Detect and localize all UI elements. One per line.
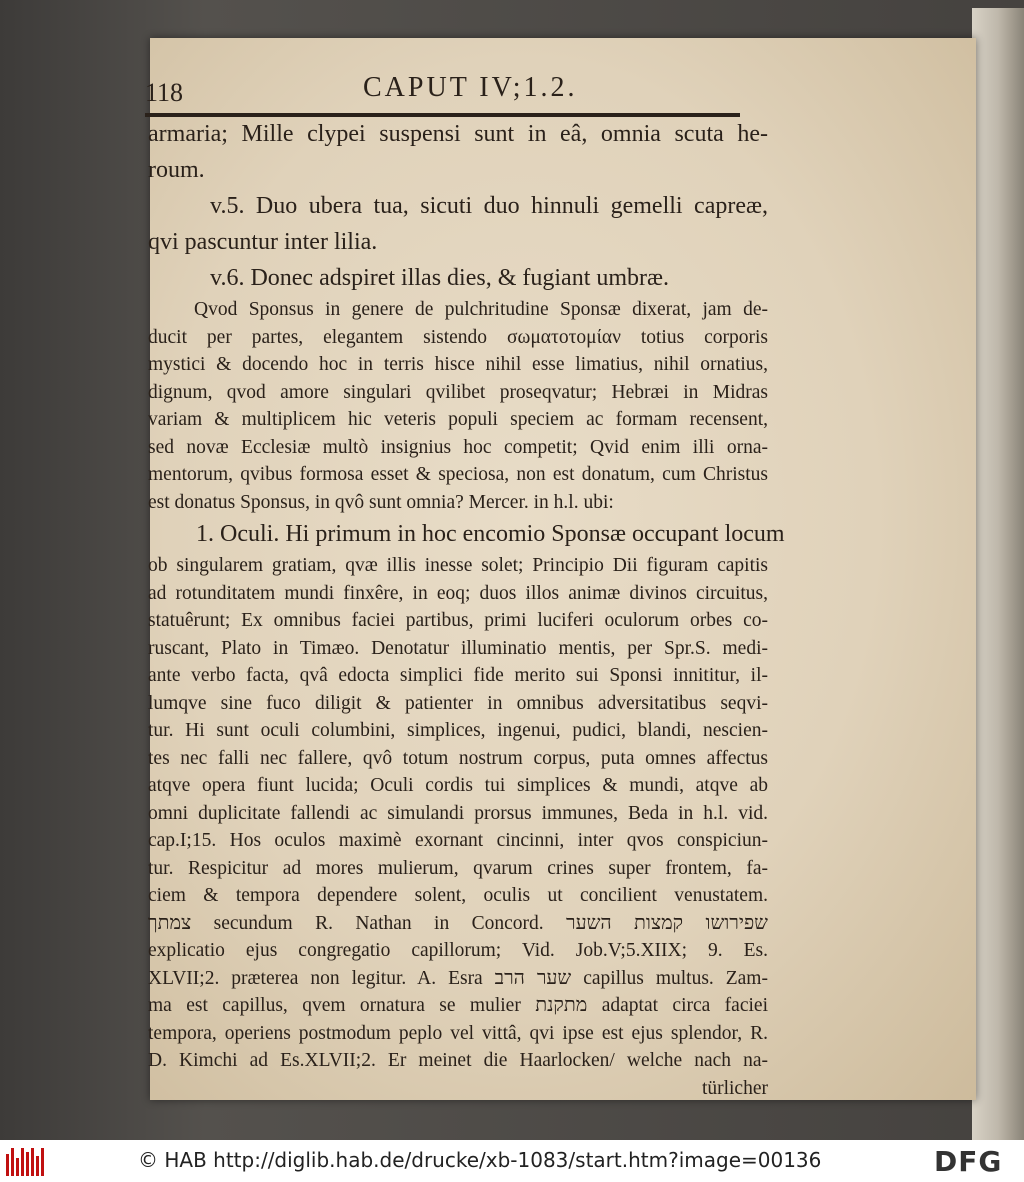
text-line: armaria; Mille clypei suspensi sunt in eâ, omnia scuta he-	[148, 121, 768, 147]
text-line: ducit per partes, elegantem sistendo σωματοτομίαν totius corporis	[148, 326, 768, 348]
text-line: lumqve sine fuco diligit & patienter in omnibus adversitatibus seqvi-	[148, 692, 768, 714]
text-line: צמתך secundum R. Nathan in Concord. שפירושו קמצות השער	[148, 912, 768, 934]
text-line: mentorum, qvibus formosa esset & speciosa, non est donatum, cum Christus	[148, 464, 768, 485]
text-line: Qvod Sponsus in genere de pulchritudine Sponsæ dixerat, jam de-	[194, 299, 768, 320]
text-line: tur. Respicitur ad mores mulierum, qvarum crines super frontem, fa-	[148, 857, 768, 879]
verse-line: v.6. Donec adspiret illas dies, & fugiant umbræ.	[210, 265, 670, 291]
verse-line: v.5. Duo ubera tua, sicuti duo hinnuli gemelli capreæ,	[210, 193, 768, 219]
barcode-icon	[6, 1146, 46, 1176]
text-line: ob singularem gratiam, qvæ illis inesse solet; Principio Dii figuram capitis	[148, 555, 768, 576]
text-line: ad rotunditatem mundi finxêre, in eoq; duos illos animæ divinos circuitus,	[148, 582, 768, 604]
adjacent-page-edge	[972, 8, 1024, 1140]
catchword: türlicher	[701, 1077, 768, 1099]
text-line: omni duplicitate fallendi ac simulandi prorsus immunes, Beda in h.l. vid.	[148, 802, 768, 824]
text-line: ante verbo facta, qvâ edocta simplici fide merito sui Sponsi innititur, il-	[148, 665, 768, 686]
text-line: cap.I;15. Hos oculos maximè exornant cincinni, inter qvos conspiciun-	[148, 830, 768, 851]
section-heading-line: 1. Oculi. Hi primum in hoc encomio Sponsæ occupant locum	[196, 521, 785, 547]
text-line: est donatus Sponsus, in qvô sunt omnia? Mercer. in h.l. ubi:	[148, 491, 614, 513]
page-header	[145, 72, 735, 112]
text-line: D. Kimchi ad Es.XLVII;2. Er meinet die Haarlocken/ welche nach na-	[148, 1050, 768, 1071]
text-line: explicatio ejus congregatio capillorum; Vid. Job.V;5.XIIX; 9. Es.	[148, 940, 768, 961]
text-line: sed novæ Ecclesiæ multò insignius hoc competit; Qvid enim illi orna-	[148, 436, 768, 458]
text-line: ma est capillus, qvem ornatura se mulier מתקנת adaptat circa faciei	[148, 995, 768, 1016]
copyright-link[interactable]: © HAB http://diglib.hab.de/drucke/xb-1083/start.htm?image=00136	[138, 1148, 822, 1172]
text-line: tes nec falli nec fallere, qvô totum nostrum corpus, puta omnes affectus	[148, 747, 768, 769]
page-body	[148, 116, 785, 1102]
text-line: ruscant, Plato in Timæo. Denotatur illuminatio mentis, per Spr.S. medi-	[148, 637, 768, 659]
text-line: tempora, operiens postmodum peplo vel vittâ, qvi ipse est ejus splendor, R.	[148, 1022, 768, 1044]
viewer-footer	[0, 1140, 1024, 1182]
text-line: mystici & docendo hoc in terris hisce nihil esse limatius, nihil ornatius,	[148, 354, 768, 375]
text-line: roum.	[148, 157, 205, 183]
text-line: tur. Hi sunt oculi columbini, simplices, ingenui, pudici, blandi, nescien-	[148, 720, 768, 741]
text-line: ciem & tempora dependere solent, oculis ut concilient venustatem.	[148, 885, 768, 906]
text-line: XLVII;2. præterea non legitur. A. Esra שער הרב capillus multus. Zam-	[148, 967, 768, 989]
running-head: CAPUT IV;1.2.	[363, 72, 578, 103]
text-line: variam & multiplicem hic veteris populi speciem ac formam recensent,	[148, 409, 768, 430]
page-number: 118	[145, 78, 184, 107]
dfg-logo: DFG	[934, 1145, 1003, 1178]
text-line: dignum, qvod amore singulari qvilibet proseqvatur; Hebræi in Midras	[148, 381, 768, 403]
text-line: atqve opera fiunt lucida; Oculi cordis tui simplices & mundi, atqve ab	[148, 775, 768, 796]
text-line: statuêrunt; Ex omnibus faciei partibus, primi luciferi oculorum orbes co-	[148, 610, 768, 631]
verse-line: qvi pascuntur inter lilia.	[148, 229, 378, 255]
